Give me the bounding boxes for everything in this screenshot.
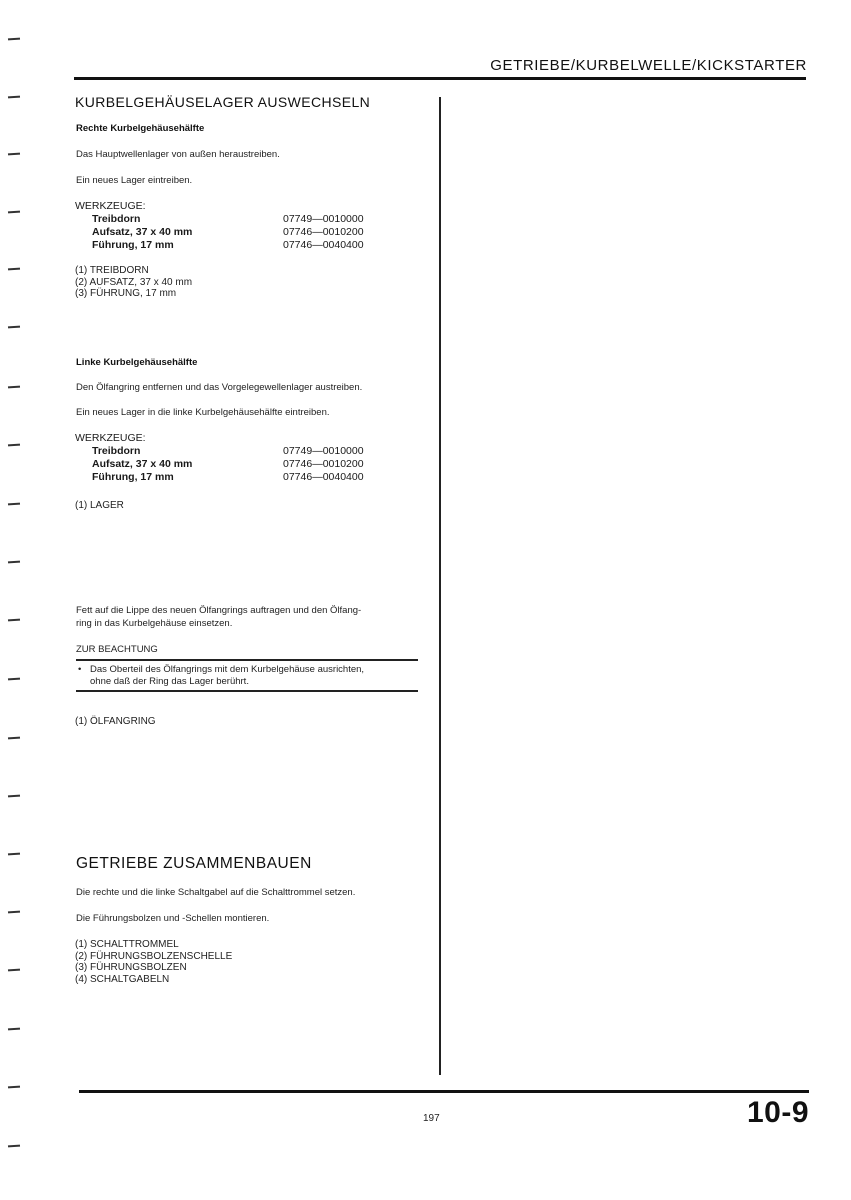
- margin-mark: [8, 444, 20, 447]
- margin-mark: [8, 678, 20, 681]
- legend-item: (1) LAGER: [75, 500, 124, 511]
- legend-item: (3) FÜHRUNG, 17 mm: [75, 288, 177, 299]
- tool-part-number: 07746—0010200: [283, 458, 364, 470]
- tools-block: [75, 200, 425, 252]
- instruction-text: Das Hauptwellenlager von außen heraustreiben.: [76, 149, 280, 160]
- margin-mark: [8, 619, 20, 622]
- instruction-text: Fett auf die Lippe des neuen Ölfangrings auftragen und den Ölfang-: [76, 605, 362, 616]
- margin-mark: [8, 1028, 20, 1031]
- margin-mark: [8, 853, 20, 856]
- note-body: [76, 664, 420, 687]
- margin-mark: [8, 795, 20, 798]
- legend-item: (1) TREIBDORN: [75, 265, 149, 276]
- note-rule-top: [76, 659, 418, 661]
- legend-list: [75, 265, 192, 300]
- tools-block: [75, 432, 425, 484]
- tool-row: [75, 458, 425, 471]
- legend-list: [75, 716, 156, 728]
- tool-row: [75, 471, 425, 484]
- instruction-text: Den Ölfangring entfernen und das Vorgelegewellenlager austreiben.: [76, 382, 363, 393]
- margin-mark: [8, 969, 20, 972]
- margin-mark: [8, 737, 20, 740]
- margin-mark: [8, 503, 20, 506]
- note-text: Das Oberteil des Ölfangrings mit dem Kurbelgehäuse ausrichten,: [90, 664, 365, 675]
- subheading-left-half: Linke Kurbelgehäusehälfte: [76, 357, 198, 368]
- page-number: 197: [423, 1113, 440, 1124]
- instruction-text: Die rechte und die linke Schaltgabel auf die Schalttrommel setzen.: [76, 887, 356, 898]
- note-rule-bottom: [76, 690, 418, 692]
- tool-row: [75, 445, 425, 458]
- legend-list: [75, 500, 124, 512]
- note-label: ZUR BEACHTUNG: [76, 644, 158, 655]
- margin-mark: [8, 561, 20, 564]
- margin-mark: [8, 268, 20, 271]
- legend-item: (1) SCHALTTROMMEL: [75, 939, 179, 950]
- legend-item: (3) FÜHRUNGSBOLZEN: [75, 962, 187, 973]
- legend-list: [75, 939, 232, 985]
- legend-item: (2) AUFSATZ, 37 x 40 mm: [75, 276, 193, 288]
- subheading-right-half: Rechte Kurbelgehäusehälfte: [76, 123, 205, 134]
- margin-mark: [8, 38, 20, 41]
- instruction-text: Ein neues Lager eintreiben.: [76, 175, 193, 186]
- tool-name: Treibdorn: [92, 213, 141, 225]
- margin-mark: [8, 386, 20, 389]
- tool-part-number: 07746—0040400: [283, 239, 364, 251]
- tool-part-number: 07749—0010000: [283, 445, 364, 457]
- tool-part-number: 07749—0010000: [283, 213, 364, 225]
- legend-item: (1) ÖLFANGRING: [75, 716, 156, 727]
- footer-rule: [79, 1090, 809, 1093]
- tool-name: Führung, 17 mm: [92, 239, 174, 251]
- column-divider: [439, 97, 441, 1075]
- section-heading: GETRIEBE ZUSAMMENBAUEN: [76, 855, 312, 872]
- margin-mark: [8, 211, 20, 214]
- tool-row: [75, 213, 425, 226]
- instruction-text: ring in das Kurbelgehäuse einsetzen.: [76, 618, 233, 629]
- header-rule: [74, 77, 806, 80]
- tools-label: WERKZEUGE:: [75, 432, 146, 444]
- margin-mark: [8, 911, 20, 914]
- tool-row: [75, 239, 425, 252]
- tool-part-number: 07746—0010200: [283, 226, 364, 238]
- tool-name: Führung, 17 mm: [92, 471, 174, 483]
- margin-mark: [8, 1086, 20, 1089]
- note-text: ohne daß der Ring das Lager berührt.: [90, 675, 249, 687]
- tool-name: Treibdorn: [92, 445, 141, 457]
- tool-name: Aufsatz, 37 x 40 mm: [92, 458, 193, 470]
- margin-mark: [8, 1145, 20, 1148]
- section-heading: KURBELGEHÄUSELAGER AUSWECHSELN: [75, 94, 371, 110]
- legend-item: (4) SCHALTGABELN: [75, 973, 170, 985]
- margin-mark: [8, 96, 20, 99]
- instruction-text: Ein neues Lager in die linke Kurbelgehäusehälfte eintreiben.: [76, 407, 330, 418]
- bullet-icon: •: [78, 664, 82, 675]
- tool-row: [75, 226, 425, 239]
- tool-name: Aufsatz, 37 x 40 mm: [92, 226, 193, 238]
- chapter-title: GETRIEBE/KURBELWELLE/KICKSTARTER: [490, 57, 807, 74]
- tools-label: WERKZEUGE:: [75, 200, 146, 212]
- legend-item: (2) FÜHRUNGSBOLZENSCHELLE: [75, 950, 233, 962]
- margin-mark: [8, 326, 20, 329]
- page-code: 10-9: [746, 1096, 809, 1129]
- instruction-text: Die Führungsbolzen und -Schellen montieren.: [76, 913, 270, 924]
- margin-mark: [8, 153, 20, 156]
- tool-part-number: 07746—0040400: [283, 471, 364, 483]
